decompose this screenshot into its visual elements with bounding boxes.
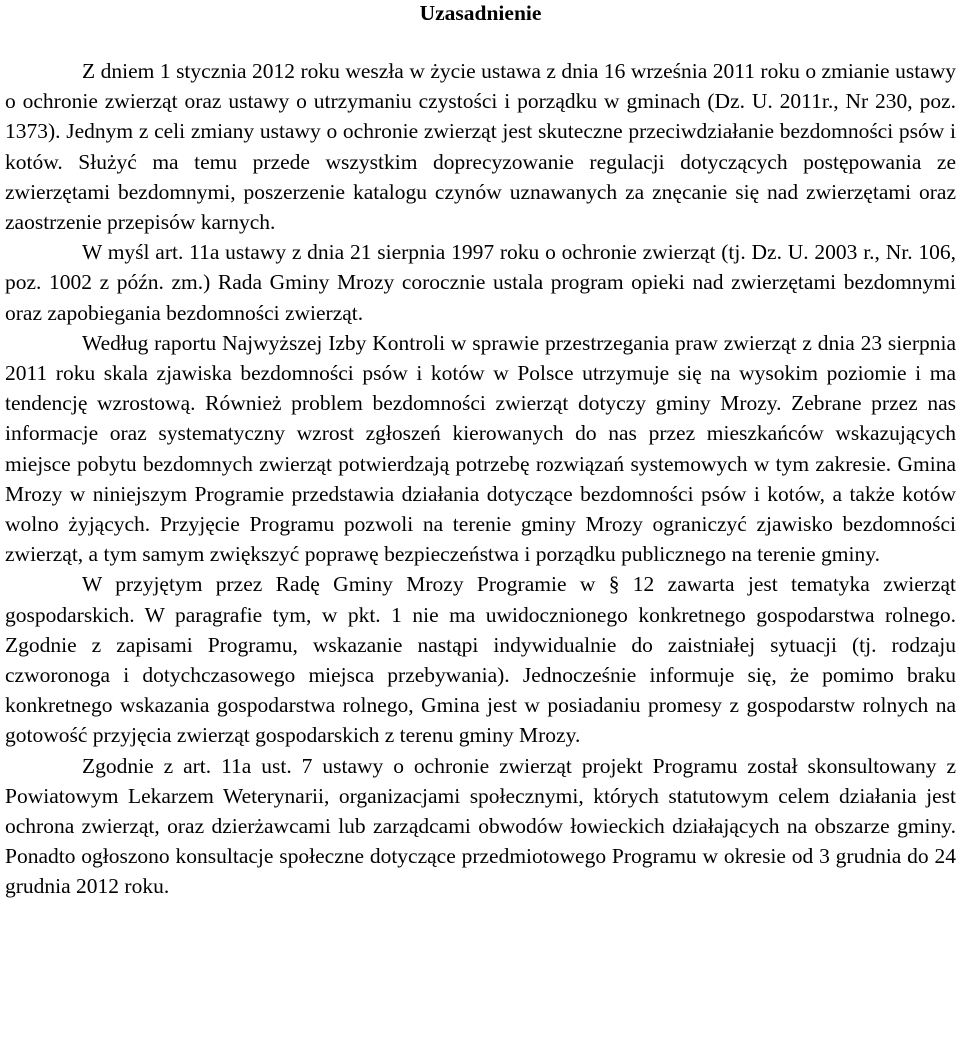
paragraph-3: Według raportu Najwyższej Izby Kontroli w sprawie przestrzegania praw zwierząt z dnia 23 sierpnia 2011 roku skala zjawiska bezdomności psów i kotów w Polsce utrzymuje się na wysokim poziomie i ma tendencję wzrostową. Również problem bezdomności zwierząt dotyczy gminy Mrozy. Zebrane przez nas informacje oraz systematyczny wzrost zgłoszeń kierowanych do nas przez mieszkańców wskazujących miejsce pobytu bezdomnych zwierząt potwierdzają potrzebę rozwiązań systemowych w tym zakresie. Gmina Mrozy w niniejszym Programie przedstawia działania dotyczące bezdomności psów i kotów, a także kotów wolno żyjących. Przyjęcie Programu pozwoli na terenie gminy Mrozy ograniczyć zjawisko bezdomności zwierząt, a tym samym zwiększyć poprawę bezpieczeństwa i porządku publicznego na terenie gminy. <box>5 330 956 567</box>
paragraph-1: Z dniem 1 stycznia 2012 roku weszła w życie ustawa z dnia 16 września 2011 roku o zmianie ustawy o ochronie zwierząt oraz ustawy o utrzymaniu czystości i porządku w gminach (Dz. U. 2011r., Nr 230, poz. 1373). Jednym z celi zmiany ustawy o ochronie zwierząt jest skuteczne przeciwdziałanie bezdomności psów i kotów. Służyć ma temu przede wszystkim doprecyzowanie regulacji dotyczących postępowania ze zwierzętami bezdomnymi, poszerzenie katalogu czynów uznawanych za znęcanie się nad zwierzętami oraz zaostrzenie przepisów karnych. <box>5 59 956 235</box>
document-page <box>5 0 956 902</box>
paragraph-4: W przyjętym przez Radę Gminy Mrozy Programie w § 12 zawarta jest tematyka zwierząt gospodarskich. W paragrafie tym, w pkt. 1 nie ma uwidocznionego konkretnego gospodarstwa rolnego. Zgodnie z zapisami Programu, wskazanie nastąpi indywidualnie do zaistniałej sytuacji (tj. rodzaju czworonoga i dotychczasowego miejsca przebywania). Jednocześnie informuje się, że pomimo braku konkretnego wskazania gospodarstwa rolnego, Gmina jest w posiadaniu promesy z gospodarstw rolnych na gotowość przyjęcia zwierząt gospodarskich z terenu gminy Mrozy. <box>5 572 956 748</box>
document-title: Uzasadnienie <box>419 1 542 25</box>
paragraph-5: Zgodnie z art. 11a ust. 7 ustawy o ochronie zwierząt projekt Programu został skonsultowany z Powiatowym Lekarzem Weterynarii, organizacjami społecznymi, których statutowym celem działania jest ochrona zwierząt, oraz dzierżawcami lub zarządcami obwodów łowieckich działających na obszarze gminy. Ponadto ogłoszono konsultacje społeczne dotyczące przedmiotowego Programu w okresie od 3 grudnia do 24 grudnia 2012 roku. <box>5 753 956 899</box>
paragraph-2: W myśl art. 11a ustawy z dnia 21 sierpnia 1997 roku o ochronie zwierząt (tj. Dz. U. 2003 r., Nr. 106, poz. 1002 z późn. zm.) Rada Gminy Mrozy corocznie ustala program opieki nad zwierzętami bezdomnymi oraz zapobiegania bezdomności zwierząt. <box>5 240 956 325</box>
